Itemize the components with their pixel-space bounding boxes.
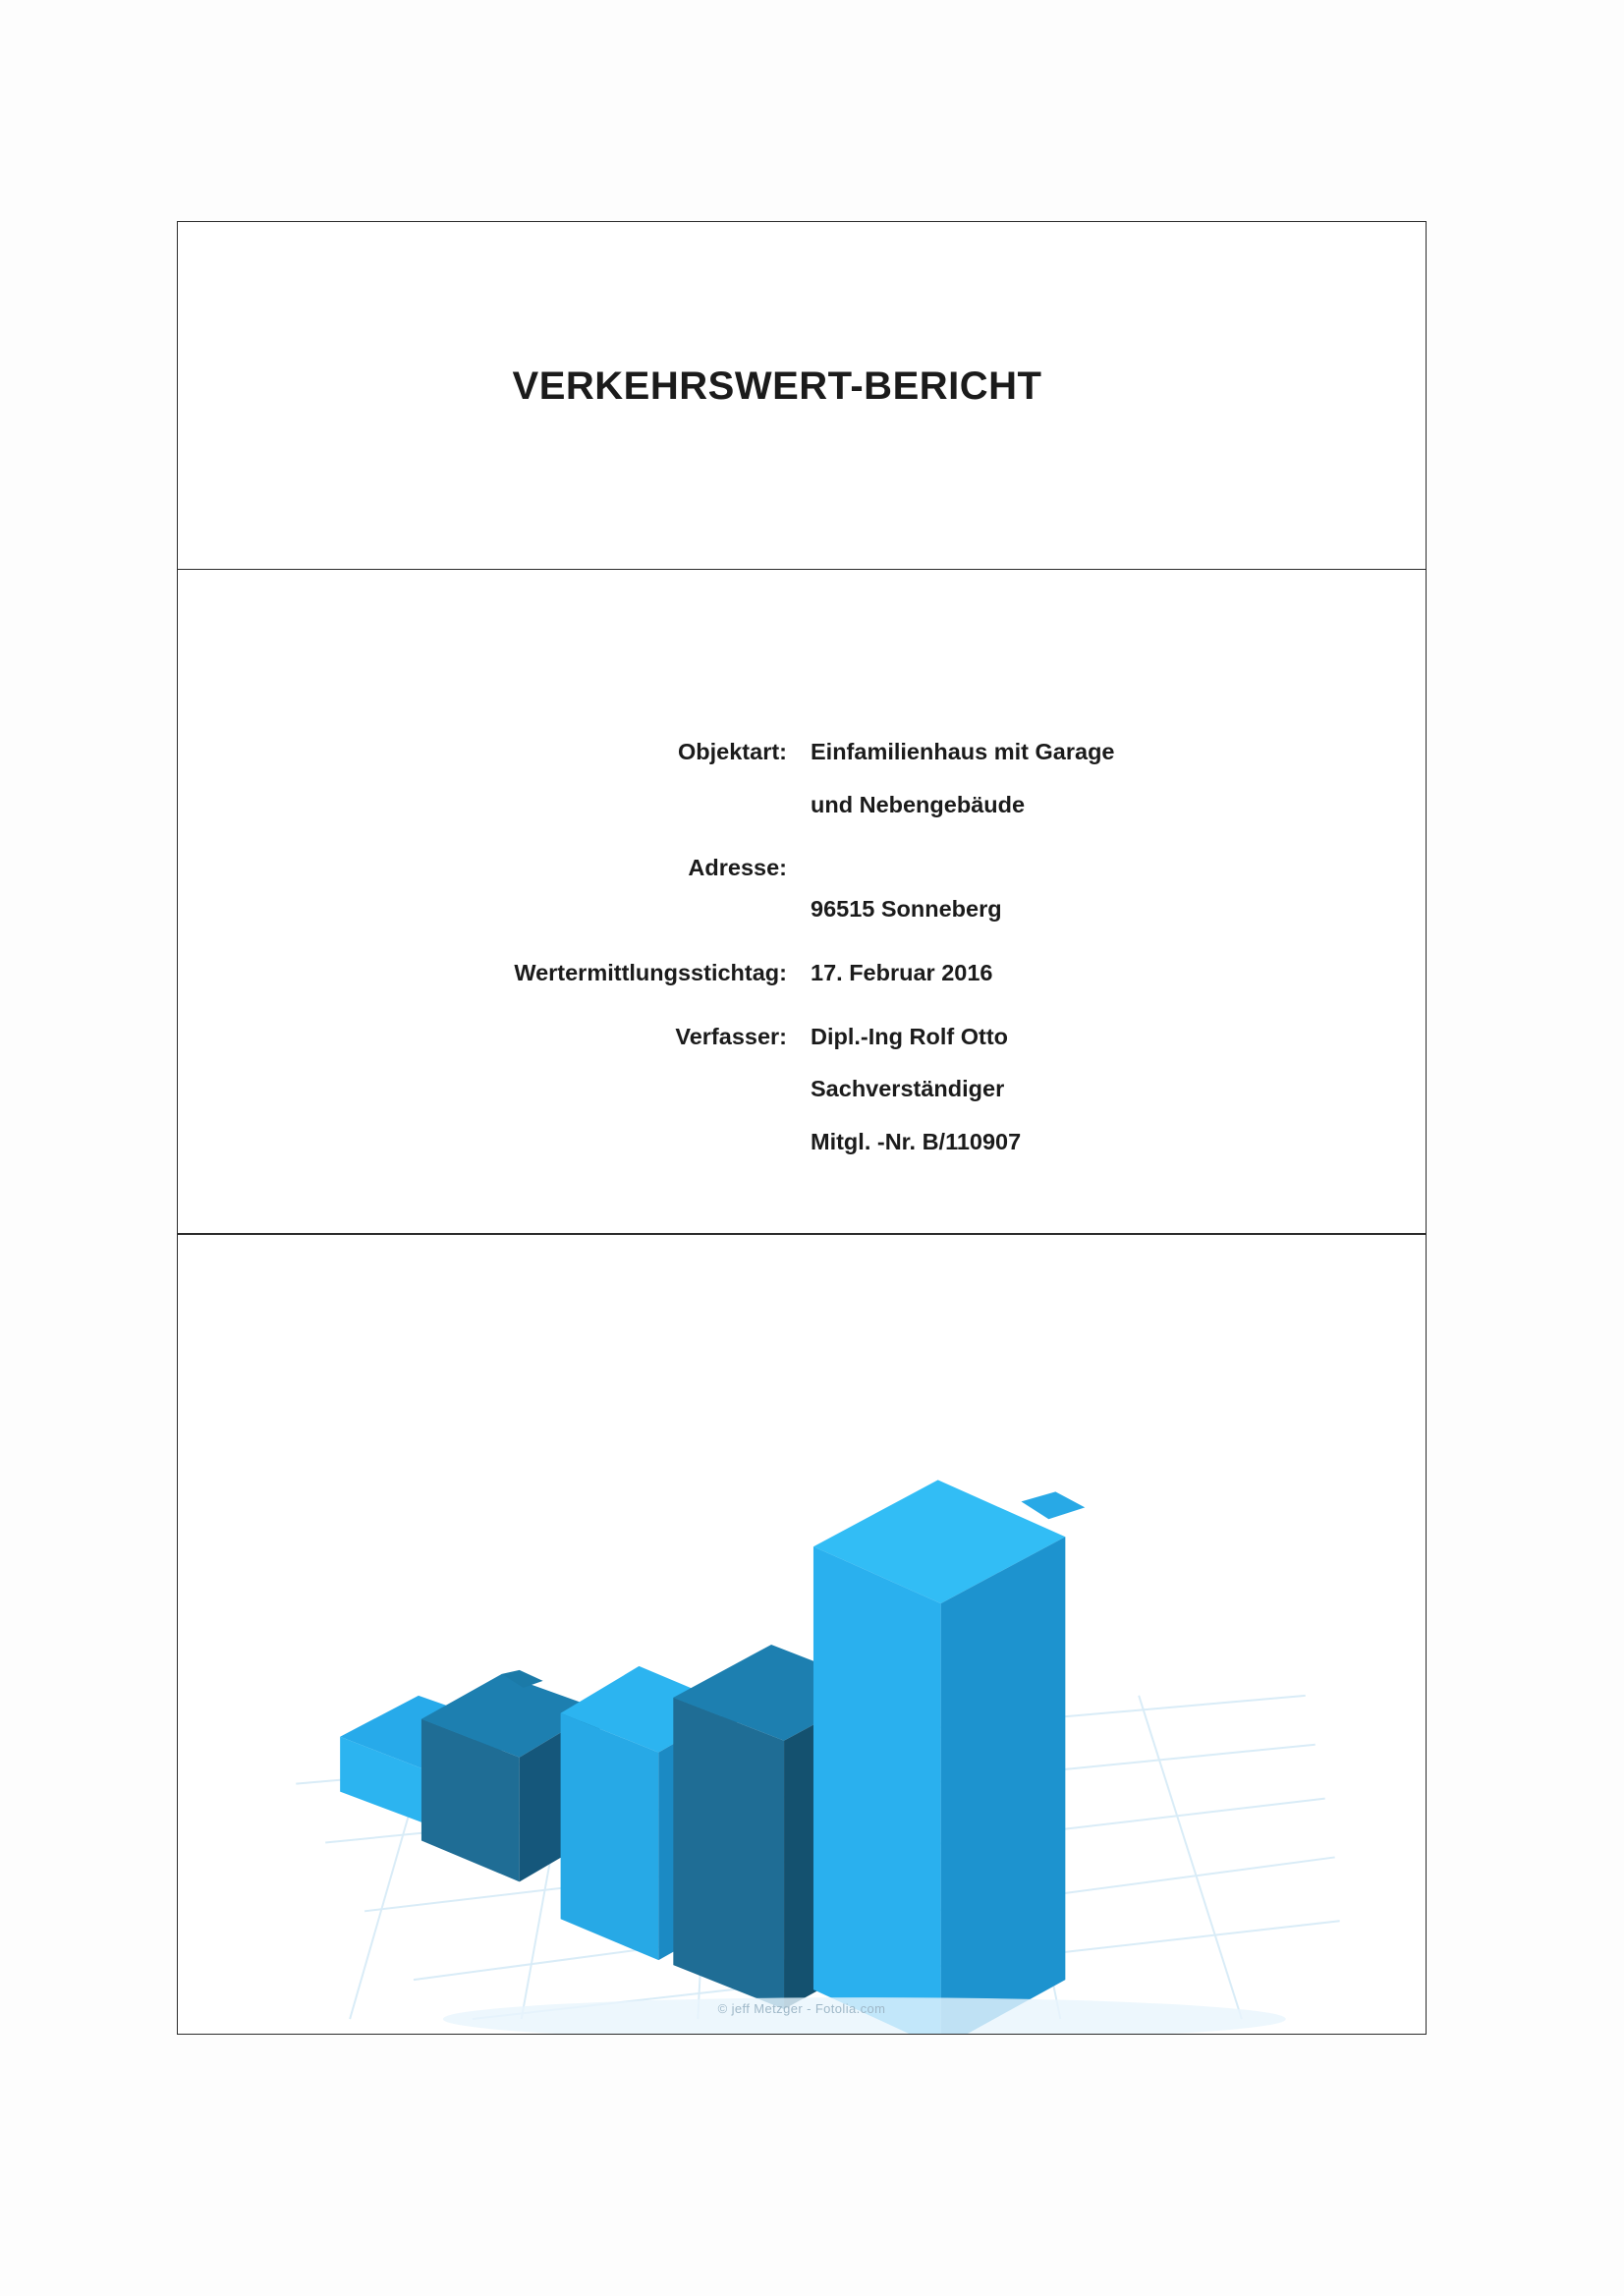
meta-label-verfasser: Verfasser: xyxy=(675,1023,787,1049)
meta-label-stichtag: Wertermittlungsstichtag: xyxy=(514,959,787,985)
table-row xyxy=(178,737,1426,853)
meta-value-objektart xyxy=(797,737,1426,853)
table-row xyxy=(178,853,1426,894)
image-credit: © jeff Metzger - Fotolia.com xyxy=(717,2001,886,2016)
meta-value-stichtag: 17. Februar 2016 xyxy=(811,959,993,985)
meta-label-objektart: Objektart: xyxy=(678,739,787,764)
page-title: VERKEHRSWERT-BERICHT xyxy=(512,364,1042,408)
meta-value-verfasser-line1: Dipl.-Ing Rolf Otto xyxy=(811,1023,1009,1049)
house-bar-chart-illustration xyxy=(178,1235,1426,2034)
table-row xyxy=(178,958,1426,1022)
meta-label-adresse-blank xyxy=(178,894,797,958)
table-row xyxy=(178,894,1426,958)
meta-value-objektart-line1: Einfamilienhaus mit Garage xyxy=(811,739,1115,764)
house-bar-5 xyxy=(813,1480,1085,2034)
metadata-box xyxy=(177,570,1427,1234)
meta-label-adresse: Adresse: xyxy=(688,855,787,881)
meta-value-adresse-spacer xyxy=(797,853,1426,894)
meta-value-objektart-line2: und Nebengebäude xyxy=(811,791,1026,817)
meta-value-verfasser-line2: Sachverständiger xyxy=(811,1076,1005,1102)
title-box xyxy=(177,221,1427,570)
metadata-table xyxy=(178,737,1426,1191)
meta-value-verfasser xyxy=(797,1022,1426,1191)
meta-value-verfasser-line3: Mitgl. -Nr. B/110907 xyxy=(811,1129,1022,1155)
table-row xyxy=(178,1022,1426,1191)
cover-illustration-box xyxy=(177,1234,1427,2035)
meta-value-adresse: 96515 Sonneberg xyxy=(811,896,1002,923)
